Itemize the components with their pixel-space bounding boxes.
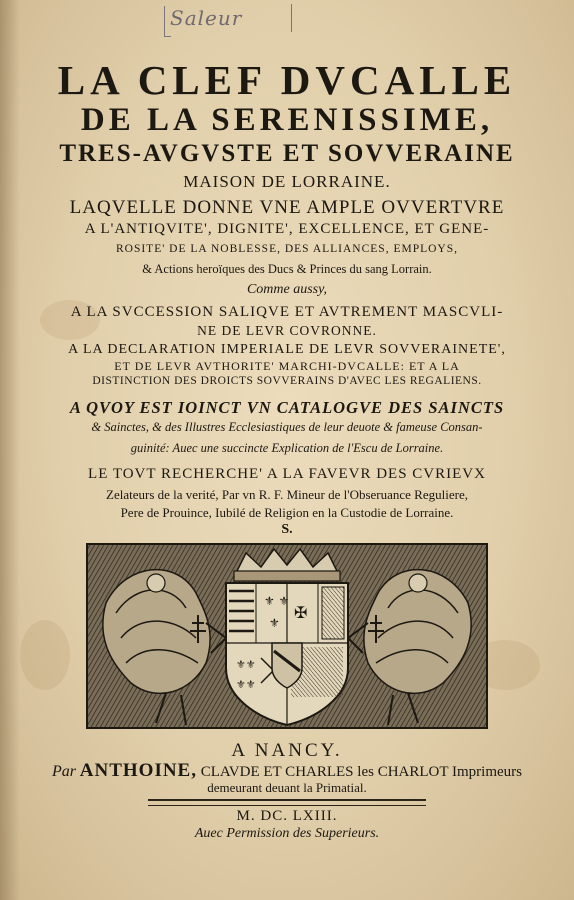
handwritten-note: Saleur — [170, 6, 243, 30]
title-line-3: TRES-AVGVSTE ET SOVVERAINE — [59, 140, 515, 167]
title-line-6: A L'ANTIQVITE', DIGNITE', EXCELLENCE, ET GENE- — [84, 221, 490, 237]
title-line-20: Pere de Prouince, Iubilé de Religion en la Custodie de Lorraine. — [120, 505, 454, 520]
ornamental-rule — [148, 799, 426, 806]
title-line-1: LA CLEF DVCALLE — [57, 57, 517, 103]
title-line-21: S. — [281, 522, 293, 537]
imprint-printer-lead: Par — [52, 763, 77, 780]
title-line-19: Zelateurs de la verité, Par vn R. F. Mineur de l'Obseruance Reguliere, — [106, 487, 468, 502]
svg-text:⚜⚜: ⚜⚜ — [236, 658, 256, 671]
imprint-printer-name: ANTHOINE, — [79, 760, 197, 781]
title-line-18: LE TOVT RECHERCHE' A LA FAVEVR DES CVRIEVX — [88, 466, 486, 482]
title-line-14: DISTINCTION DES DROICTS SOVVERAINS D'AVEC LES REGALIENS. — [92, 375, 482, 387]
title-line-15: A QVOY EST IOINCT VN CATALOGVE DES SAINCTS — [69, 398, 505, 417]
title-line-11: NE DE LEVR COVRONNE. — [197, 323, 377, 338]
title-line-17: guinité: Auec une succincte Explication de l'Escu de Lorraine. — [130, 441, 444, 455]
coat-of-arms-shield-icon — [226, 583, 348, 725]
title-line-12: A LA DECLARATION IMPERIALE DE LEVR SOVVERAINETE', — [68, 342, 506, 357]
svg-text:⚜ ⚜: ⚜ ⚜ — [264, 594, 290, 608]
title-line-2: DE LA SERENISSIME, — [80, 102, 494, 138]
title-line-16: & Sainctes, & des Illustres Ecclesiastiques de leur deuote & fameuse Consan- — [91, 420, 483, 434]
imprint-permission: Auec Permission des Superieurs. — [194, 826, 380, 841]
svg-text:⚜⚜: ⚜⚜ — [236, 678, 256, 691]
page-edge-shadow — [0, 0, 20, 900]
imprint-printer-rest: CLAVDE ET CHARLES les CHARLOT Imprimeurs — [200, 764, 522, 780]
imprint-address: demeurant deuant la Primatial. — [207, 780, 367, 795]
title-line-10: A LA SVCCESSION SALIQVE ET AVTREMENT MASCVLI- — [70, 304, 504, 320]
handwritten-bracket-right — [285, 4, 292, 32]
title-line-13: ET DE LEVR AVTHORITE' MARCHI-DVCALLE: ET A LA — [114, 359, 460, 373]
paper-stain — [20, 620, 70, 690]
svg-text:⚜: ⚜ — [269, 616, 280, 630]
imprint-year: M. DC. LXIII. — [236, 808, 338, 824]
title-line-7: ROSITE' DE LA NOBLESSE, DES ALLIANCES, EMPLOYS, — [115, 243, 459, 255]
svg-text:✠: ✠ — [294, 603, 308, 622]
imprint-city: A NANCY. — [231, 740, 343, 761]
title-line-9: Comme aussy, — [246, 282, 328, 297]
engraved-coat-of-arms-with-eagles-icon — [86, 543, 488, 729]
imprint-printer — [28, 760, 546, 782]
title-line-8: & Actions heroïques des Ducs & Princes du sang Lorrain. — [142, 262, 432, 276]
title-line-4: MAISON DE LORRAINE. — [183, 172, 391, 191]
title-line-5: LAQVELLE DONNE VNE AMPLE OVVERTVRE — [69, 197, 505, 218]
